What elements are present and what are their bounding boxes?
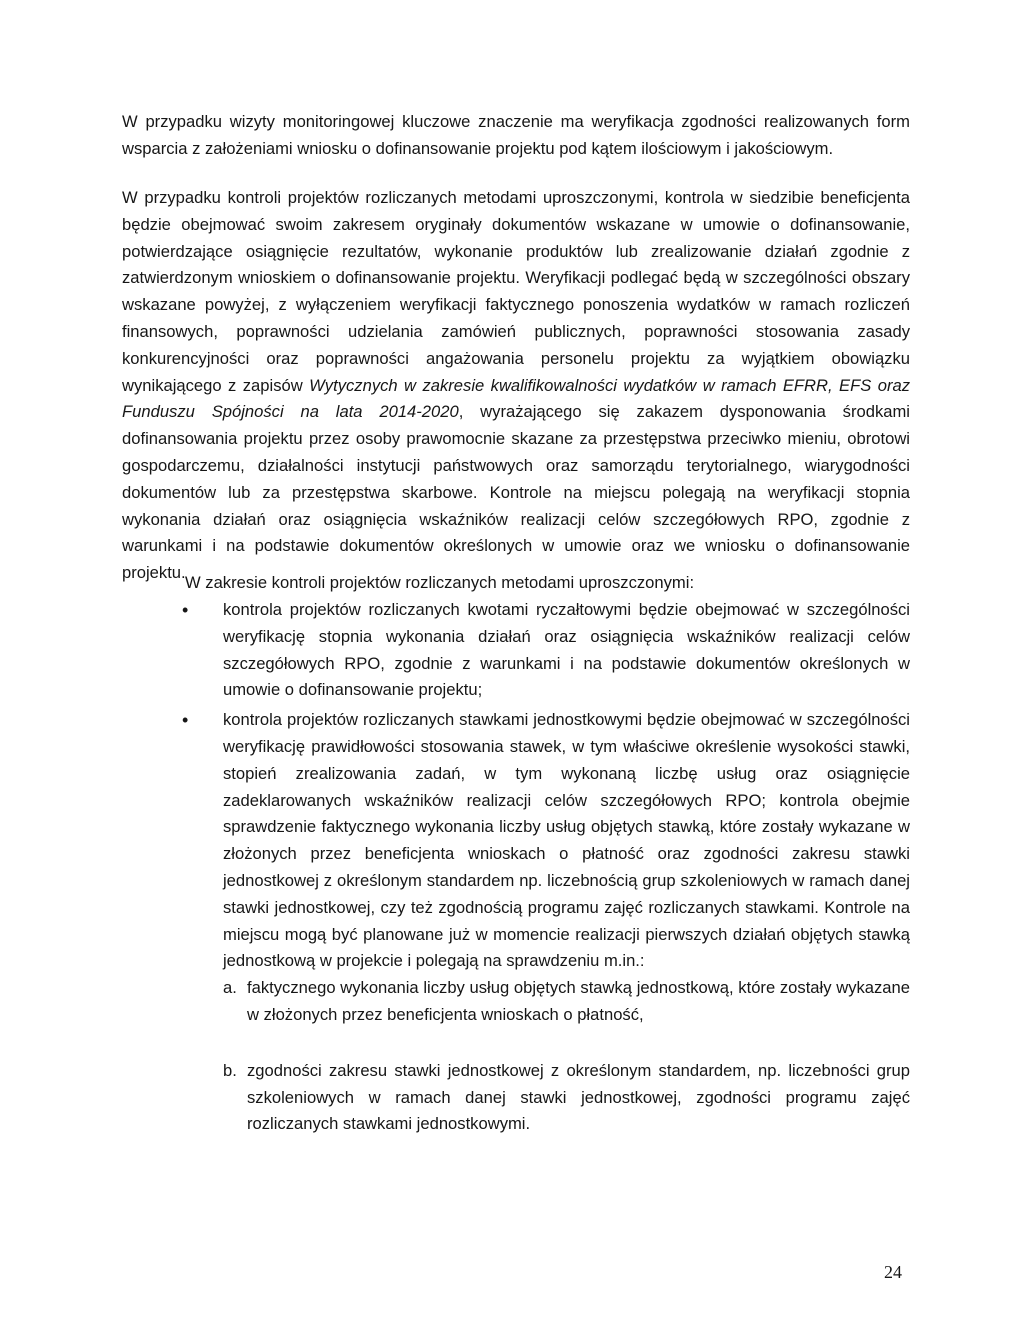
bullet-list <box>178 597 910 1138</box>
guidelines-title-italic: Wytycznych w zakresie kwalifikowalności wydatków w ramach EFRR, EFS oraz Funduszu Spójności na lata 2014-2020 <box>122 375 911 422</box>
bullet-point-icon: • <box>182 710 189 731</box>
bullet-list-intro: W zakresie kontroli projektów rozliczanych metodami uproszczonymi: <box>185 573 695 592</box>
paragraph-text-start: W przypadku kontroli projektów rozliczanych metodami uproszczonymi, kontrola w siedzibie beneficjenta będzie obejmować swoim zakresem oryginały dokumentów wskazane w umowie o dofinansowanie, potwierdzające osiągnięcie rezultatów, wykonanie produktów lub zrealizowanie działań zgodnie z zatwierdzonym wnioskiem o dofinansowanie projektu. Weryfikacji podlegać będą w szczególności obszary wskazane powyżej, z wyłączeniem weryfikacji faktycznego ponoszenia wydatków w ramach rozliczeń finansowych, poprawności udzielania zamówień publicznych, poprawności stosowania zasady konkurencyjności oraz poprawności angażowania personelu projektu za wyjątkiem obowiązku wynikającego z zapisów <box>122 188 910 395</box>
paragraph-monitoring-visit: W przypadku wizyty monitoringowej kluczowe znaczenie ma weryfikacja zgodności realizowanych form wsparcia z założeniami wniosku o dofinansowanie projektu pod kątem ilościowym i jakościowym. <box>122 112 910 158</box>
sublist-letter: b. <box>223 1060 237 1080</box>
sublist-item-text: zgodności zakresu stawki jednostkowej z określonym standardem, np. liczebności grup szkoleniowych w ramach danej stawki jednostkowej, zgodności programu zajęć rozliczanych stawkami jednostkowymi. <box>247 1060 910 1134</box>
sublist-item-a <box>223 975 910 1029</box>
paragraph-simplified-methods-control <box>122 185 910 587</box>
list-item-text: kontrola projektów rozliczanych stawkami jednostkowymi będzie obejmować w szczególności weryfikację prawidłowości stosowania stawek, w tym właściwe określenie wysokości stawki, stopień zrealizowania zadań, w tym wykonaną liczbę usług oraz osiągnięcie zadeklarowanych wskaźników realizacji celów szczegółowych RPO; kontrola obejmie sprawdzenie faktycznego wykonania liczby usług objętych stawką, które zostały wykazane w złożonych przez beneficjenta wnioskach o płatność oraz zgodności zakresu stawki jednostkowej z określonym standardem np. liczebnością grup szkoleniowych w ramach danej stawki jednostkowej, czy też zgodnością programu zajęć rozliczanych stawkami. Kontrole na miejscu mogą być planowane już w momencie realizacji pierwszych działań objętych stawką jednostkową w projekcie i polegają na sprawdzeniu m.in.: <box>223 710 910 971</box>
list-item <box>178 707 910 1138</box>
bullet-point-icon: • <box>182 600 189 620</box>
page-number: 24 <box>884 1262 902 1282</box>
list-item-text: kontrola projektów rozliczanych kwotami ryczałtowymi będzie obejmować w szczególności weryfikację stopnia wykonania działań oraz osiągnięcia wskaźników realizacji celów szczegółowych RPO, zgodnie z warunkami i na podstawie dokumentów określonych w umowie o dofinansowanie projektu; <box>223 600 910 700</box>
sublist-item-text: faktycznego wykonania liczby usług objętych stawką jednostkową, które zostały wykazane w złożonych przez beneficjenta wnioskach o płatność, <box>247 978 910 1024</box>
sublist-item-b <box>223 1058 910 1138</box>
list-item <box>178 597 910 704</box>
sublist-letter: a. <box>223 978 237 998</box>
lettered-sublist <box>223 975 910 1138</box>
paragraph-text-end: , wyrażającego się zakazem dysponowania środkami dofinansowania projektu przez osoby prawomocnie skazane za przestępstwa przeciwko mieniu, obrotowi gospodarczemu, działalności instytucji państwowych oraz samorządu terytorialnego, wiarygodności dokumentów lub za przestępstwa skarbowe. Kontrole na miejscu polegają na weryfikacji stopnia wykonania działań oraz osiągnięcia wskaźników realizacji celów szczegółowych RPO, zgodnie z warunkami i na podstawie dokumentów określonych w umowie oraz we wniosku o dofinansowanie projektu. <box>122 402 910 583</box>
